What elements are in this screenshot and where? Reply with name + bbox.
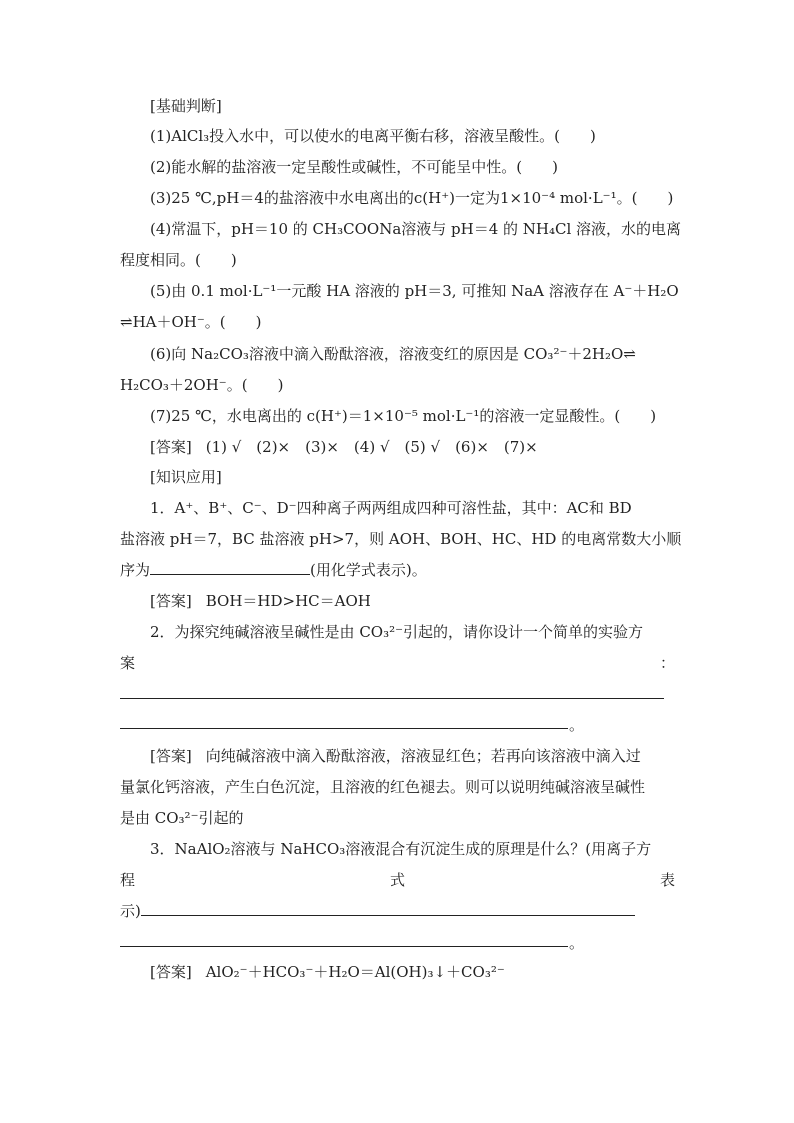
- answer-label: [答案]: [150, 963, 192, 981]
- answer-label: [答案]: [150, 592, 192, 610]
- question-5-line-1: (5)由 0.1 mol·L⁻¹一元酸 HA 溶液的 pH＝3, 可推知 NaA 溶液存在 A⁻＋H₂O: [150, 282, 679, 300]
- answer-label: [答案]: [150, 747, 192, 765]
- problem-3-line-2: [120, 870, 675, 890]
- problem-2-line-1: 2．为探究纯碱溶液呈碱性是由 CO₃²⁻引起的，请你设计一个简单的实验方: [150, 623, 644, 641]
- problem-2-end: 。: [569, 716, 585, 734]
- answer-blank-2b[interactable]: [120, 728, 568, 729]
- question-1: (1)AlCl₃投入水中，可以使水的电离平衡右移，溶液呈酸性。( ): [150, 127, 596, 145]
- answer-1: [150, 591, 675, 611]
- problem-3-prefix: 示): [120, 902, 141, 920]
- problem-3-word-3: 表: [659, 871, 675, 889]
- answer-label: [答案]: [150, 438, 192, 456]
- answer-blank-2a[interactable]: [120, 698, 664, 699]
- question-4-line-1: (4)常温下，pH＝10 的 CH₃COONa溶液与 pH＝4 的 NH₄Cl 溶液，水的电离: [150, 220, 682, 238]
- basic-answer: [150, 437, 675, 457]
- application-heading: [知识应用]: [150, 468, 222, 486]
- question-6-line-2: H₂CO₃＋2OH⁻。( ): [120, 376, 284, 394]
- problem-2-left: 案: [120, 654, 136, 672]
- problem-1-line-3: [120, 560, 675, 580]
- problem-3-word-1: 程: [120, 871, 136, 889]
- answer-2-line-3: 是由 CO₃²⁻引起的: [120, 809, 244, 827]
- problem-1-suffix: (用化学式表示)。: [310, 561, 427, 579]
- answer-2-line-2: 量氯化钙溶液，产生白色沉淀，且溶液的红色褪去。则可以说明纯碱溶液呈碱性: [120, 778, 646, 796]
- answer-text: (1) √ (2)× (3)× (4) √ (5) √ (6)× (7)×: [205, 438, 538, 456]
- problem-2-colon: ：: [659, 654, 675, 672]
- answer-text: AlO₂⁻＋HCO₃⁻＋H₂O＝Al(OH)₃↓＋CO₃²⁻: [205, 963, 505, 981]
- problem-3-line-1: 3．NaAlO₂溶液与 NaHCO₃溶液混合有沉淀生成的原理是什么？(用离子方: [150, 840, 652, 858]
- problem-1-line-2: 盐溶液 pH＝7，BC 盐溶液 pH>7，则 AOH、BOH、HC、HD 的电离常数大小顺: [120, 530, 682, 548]
- question-6-line-1: (6)向 Na₂CO₃溶液中滴入酚酞溶液，溶液变红的原因是 CO₃²⁻＋2H₂O⇌: [150, 345, 636, 363]
- answer-blank-3a[interactable]: [141, 901, 635, 916]
- problem-3-line-3: [120, 901, 675, 921]
- answer-blank-3b[interactable]: [120, 946, 568, 947]
- answer-3: [150, 962, 675, 982]
- question-4-line-2: 程度相同。( ): [120, 251, 237, 269]
- question-7: (7)25 ℃，水电离出的 c(H⁺)＝1×10⁻⁵ mol·L⁻¹的溶液一定显酸性。( ): [150, 407, 657, 425]
- problem-1-prefix: 序为: [120, 561, 151, 579]
- problem-3-end: 。: [569, 934, 585, 952]
- problem-1-line-1: 1．A⁺、B⁺、C⁻、D⁻四种离子两两组成四种可溶性盐，其中：AC和 BD: [150, 499, 632, 517]
- problem-2-line-2: [120, 653, 675, 673]
- answer-blank-1[interactable]: [150, 560, 310, 575]
- question-3: (3)25 ℃,pH＝4的盐溶液中水电离出的c(H⁺)一定为1×10⁻⁴ mol·L⁻¹。( ): [150, 189, 674, 207]
- answer-text: 向纯碱溶液中滴入酚酞溶液，溶液显红色；若再向该溶液中滴入过: [205, 747, 641, 765]
- answer-2-line-1: [150, 746, 675, 766]
- answer-text: BOH＝HD>HC＝AOH: [205, 592, 371, 610]
- question-5-line-2: ⇌HA＋OH⁻。( ): [120, 313, 262, 331]
- problem-3-word-2: 式: [389, 871, 405, 889]
- basic-heading: [基础判断]: [150, 97, 222, 115]
- question-2: (2)能水解的盐溶液一定呈酸性或碱性，不可能呈中性。( ): [150, 158, 558, 176]
